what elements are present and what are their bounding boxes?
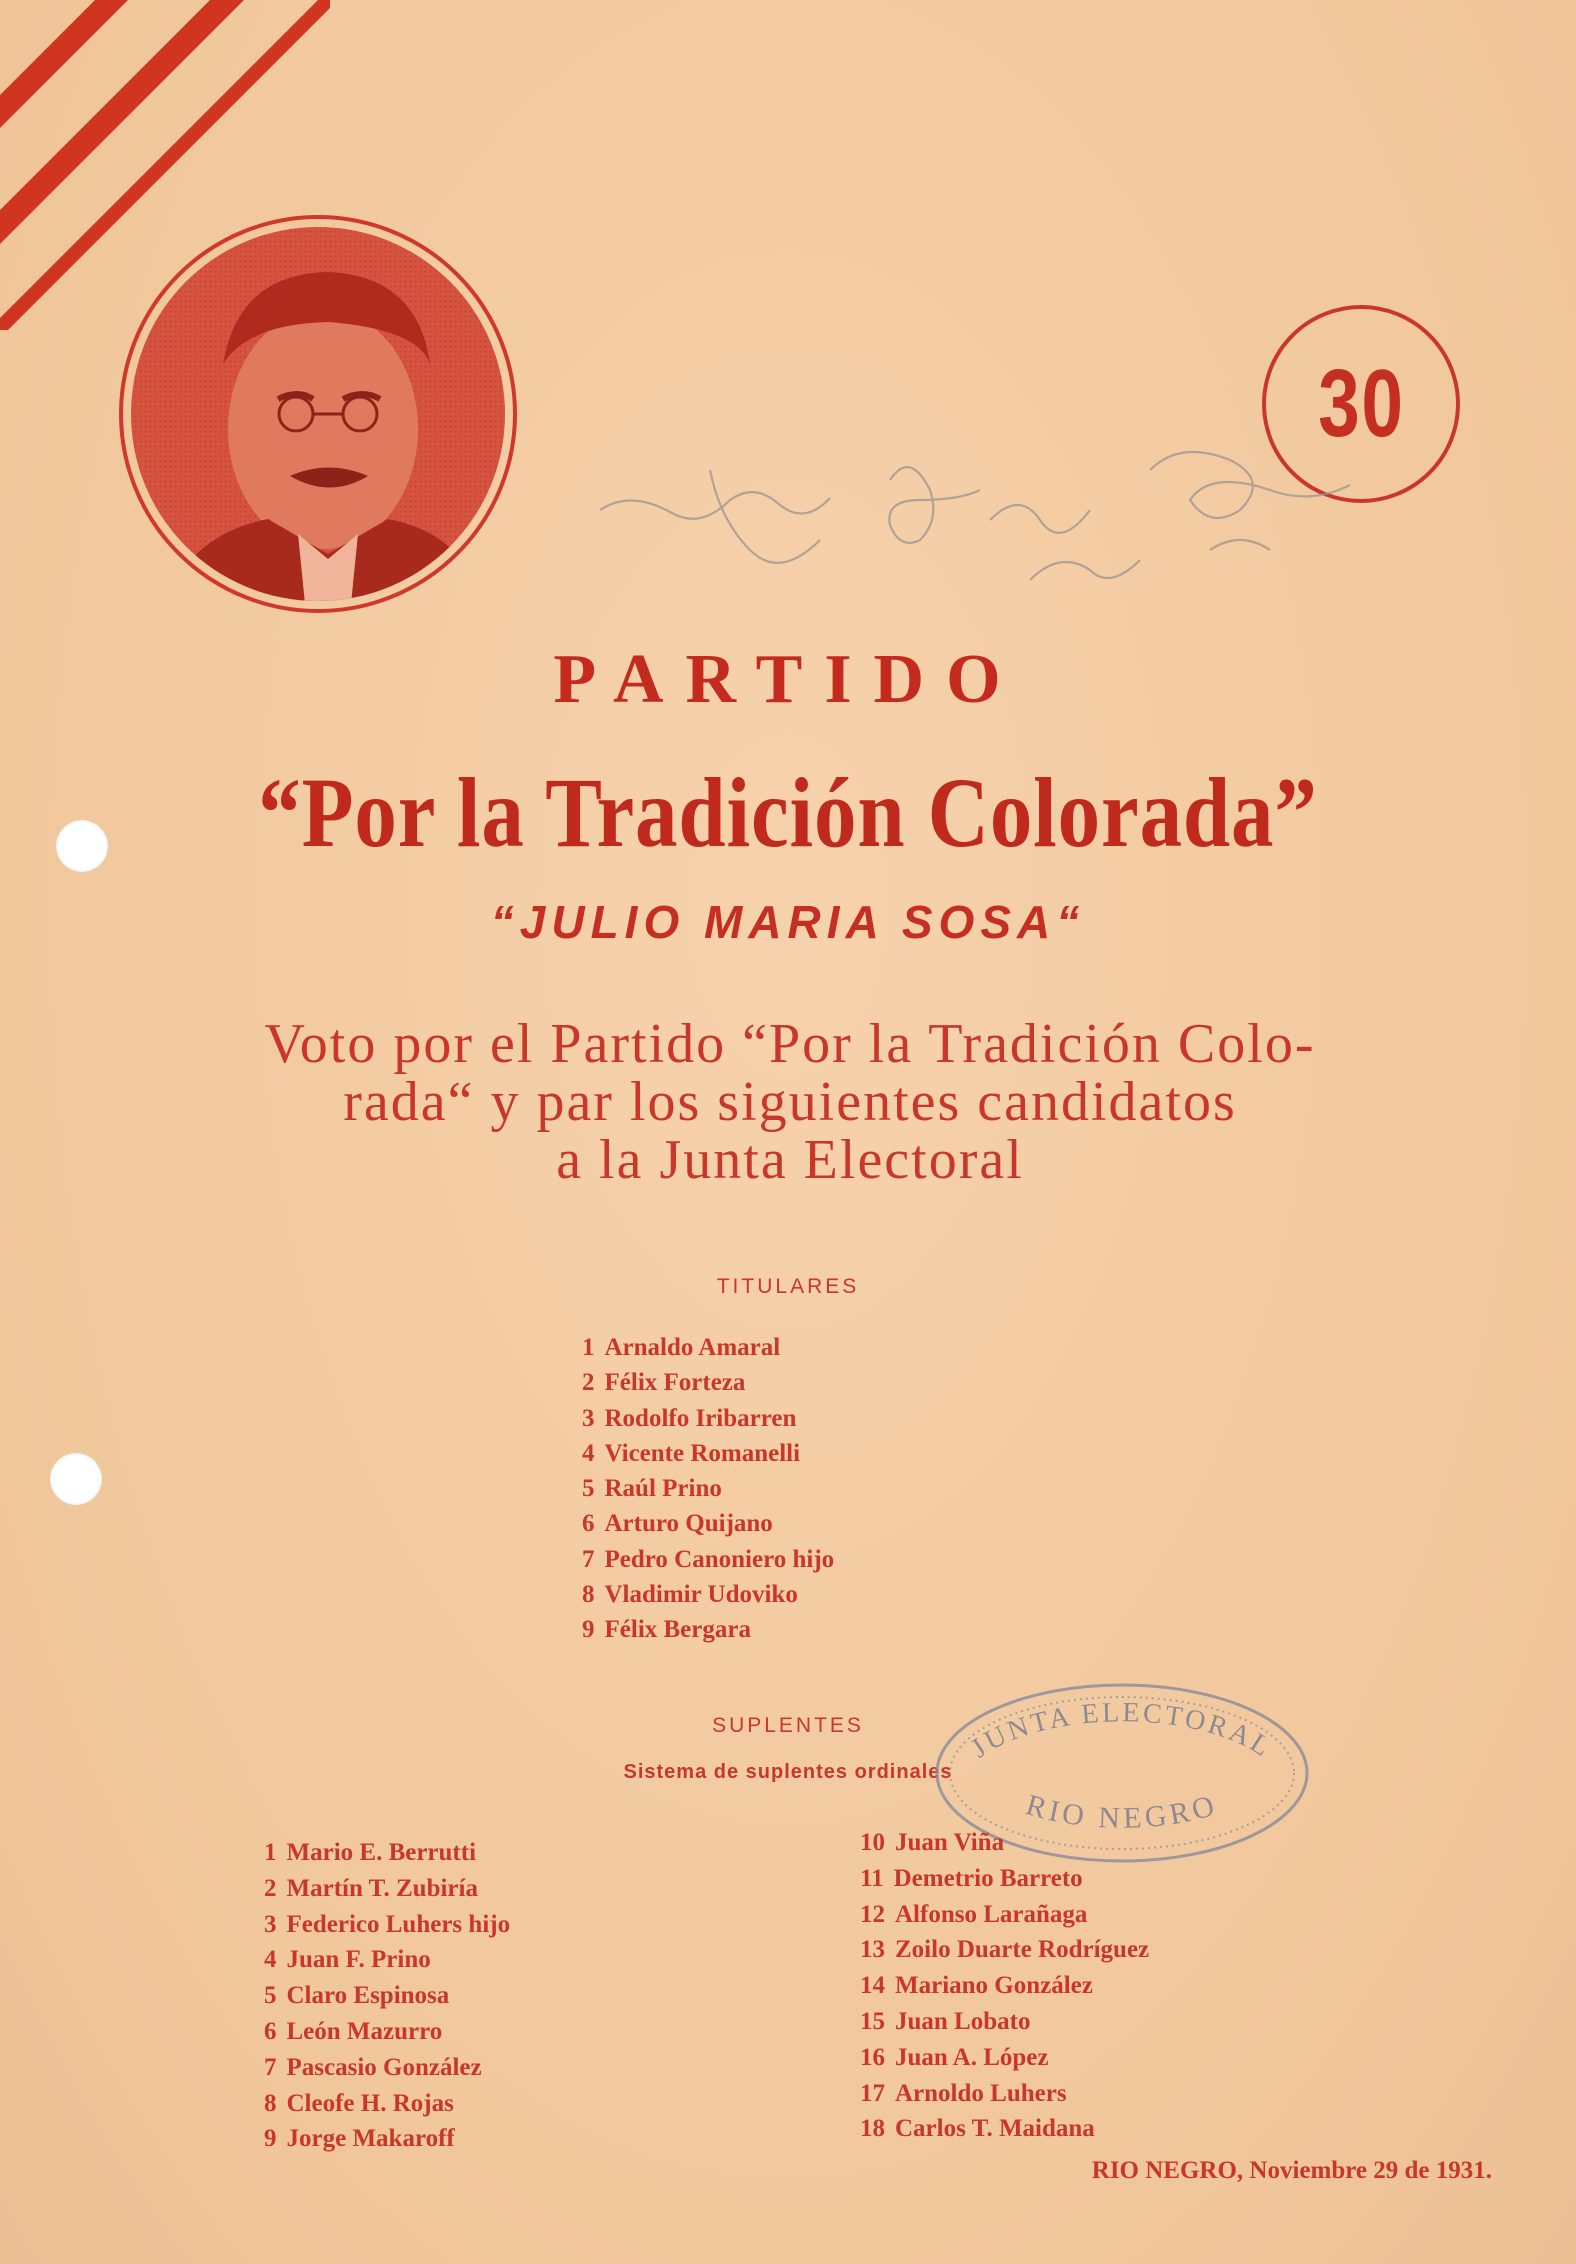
list-item [264, 2086, 510, 2122]
list-item [264, 2014, 510, 2050]
list-item [264, 1871, 510, 1907]
candidate-name: Juan F. Prino [286, 1946, 431, 1974]
titulares-list [582, 1330, 834, 1648]
stamp-bottom-text: RIO NEGRO [1022, 1788, 1222, 1835]
list-item [860, 2040, 1149, 2076]
candidate-name: Cleofe H. Rojas [286, 2089, 454, 2117]
suplentes-list-left [264, 1835, 510, 2157]
candidate-number: 17 [860, 2079, 885, 2107]
list-item [582, 1612, 834, 1647]
vote-statement [50, 1015, 1530, 1189]
candidate-number: 2 [264, 1874, 277, 1902]
candidate-number: 1 [582, 1334, 595, 1361]
candidate-name: Arnaldo Amaral [604, 1334, 781, 1361]
list-item [860, 1861, 1149, 1897]
candidate-number: 8 [264, 2089, 277, 2117]
list-item [264, 2050, 510, 2086]
candidate-name: Vicente Romanelli [604, 1439, 801, 1467]
candidate-name: Federico Luhers hijo [286, 1910, 511, 1938]
candidate-name: Rodolfo Iribarren [604, 1404, 797, 1432]
party-label: PARTIDO [553, 641, 1023, 718]
candidate-number: 7 [264, 2053, 277, 2081]
candidate-number: 6 [582, 1510, 595, 1538]
titulares-heading: TITULARES [716, 1275, 860, 1298]
list-item [582, 1471, 834, 1506]
candidate-name: Carlos T. Maidana [895, 2115, 1095, 2143]
candidate-number: 5 [582, 1475, 595, 1503]
candidate-name: Pascasio González [286, 2053, 482, 2081]
candidate-number: 9 [264, 2125, 277, 2153]
candidate-name: Juan Viña [895, 1829, 1005, 1856]
suplentes-list-right [860, 1825, 1149, 2147]
list-item [264, 1907, 510, 1943]
pencil-signature [590, 430, 1410, 630]
list-item [264, 1835, 510, 1871]
list-item [582, 1506, 834, 1541]
list-item [582, 1365, 834, 1400]
punch-hole-bottom [50, 1453, 102, 1505]
candidate-name: Claro Espinosa [286, 1982, 450, 2010]
candidate-number: 5 [264, 1982, 277, 2010]
candidate-number: 4 [582, 1439, 595, 1467]
list-item [582, 1542, 834, 1577]
candidate-number: 18 [860, 2115, 885, 2143]
list-item [582, 1577, 834, 1612]
suplentes-heading: SUPLENTES [712, 1714, 864, 1737]
list-item [860, 2111, 1149, 2147]
candidate-number: 12 [860, 1900, 885, 1928]
list-item [582, 1330, 834, 1365]
candidate-number: 16 [860, 2043, 885, 2071]
candidate-name: Juan A. López [895, 2043, 1049, 2071]
candidate-name: Félix Forteza [604, 1369, 746, 1397]
place-and-date: RIO NEGRO, Noviembre 29 de 1931. [1091, 2157, 1492, 2184]
list-item [264, 1942, 510, 1978]
list-item [860, 2076, 1149, 2112]
list-item [582, 1436, 834, 1471]
vote-statement-line: rada“ y par los siguientes candidatos [343, 1071, 1237, 1133]
list-item [860, 1968, 1149, 2004]
candidate-name: Mario E. Berrutti [286, 1839, 477, 1866]
candidate-name: Juan Lobato [895, 2007, 1031, 2035]
candidate-number: 15 [860, 2007, 885, 2035]
portrait-medallion [118, 214, 518, 614]
punch-hole-top [56, 820, 108, 872]
list-item [264, 2121, 510, 2157]
party-name: “Por la Tradición Colorada” [258, 757, 1318, 868]
candidate-number: 6 [264, 2017, 277, 2045]
candidate-name: Zoilo Duarte Rodríguez [895, 1936, 1150, 1964]
candidate-number: 7 [582, 1545, 595, 1573]
candidate-number: 1 [264, 1839, 277, 1866]
candidate-name: Vladimir Udoviko [604, 1581, 798, 1609]
candidate-name: Arnoldo Luhers [895, 2079, 1067, 2107]
leader-name: “JULIO MARIA SOSA“ [490, 896, 1086, 948]
candidate-number: 8 [582, 1581, 595, 1609]
candidate-name: Raúl Prino [604, 1475, 722, 1503]
candidate-name: Alfonso Larañaga [895, 1900, 1088, 1928]
candidate-name: Jorge Makaroff [286, 2125, 455, 2153]
candidate-number: 3 [264, 1910, 277, 1938]
candidate-number: 14 [860, 1972, 885, 2000]
stamp-top-text: JUNTA ELECTORAL [965, 1697, 1279, 1765]
candidate-number: 10 [860, 1829, 885, 1856]
candidate-name: Félix Bergara [604, 1616, 751, 1644]
candidate-number: 4 [264, 1946, 277, 1974]
candidate-name: León Mazurro [286, 2017, 443, 2045]
candidate-name: Pedro Canoniero hijo [604, 1545, 835, 1573]
list-number: 30 [1317, 350, 1405, 457]
candidate-name: Demetrio Barreto [893, 1864, 1083, 1892]
list-item [860, 1932, 1149, 1968]
list-item [264, 1978, 510, 2014]
suplentes-subtitle: Sistema de suplentes ordinales [623, 1761, 953, 1783]
candidate-name: Mariano González [895, 1972, 1093, 2000]
candidate-number: 2 [582, 1369, 595, 1397]
list-item [860, 1897, 1149, 1933]
list-item [860, 2004, 1149, 2040]
candidate-number: 13 [860, 1936, 885, 1964]
candidate-number: 3 [582, 1404, 595, 1432]
candidate-name: Martín T. Zubiría [286, 1874, 478, 1902]
vote-statement-line: Voto por el Partido “Por la Tradición Colo- [264, 1013, 1316, 1075]
vote-statement-line: a la Junta Electoral [556, 1129, 1024, 1191]
list-item [860, 1825, 1149, 1861]
candidate-number: 11 [860, 1864, 884, 1892]
list-item [582, 1401, 834, 1436]
svg-text:JUNTA ELECTORAL [966, 1697, 1279, 1764]
candidate-name: Arturo Quijano [604, 1510, 773, 1538]
candidate-number: 9 [582, 1616, 595, 1644]
